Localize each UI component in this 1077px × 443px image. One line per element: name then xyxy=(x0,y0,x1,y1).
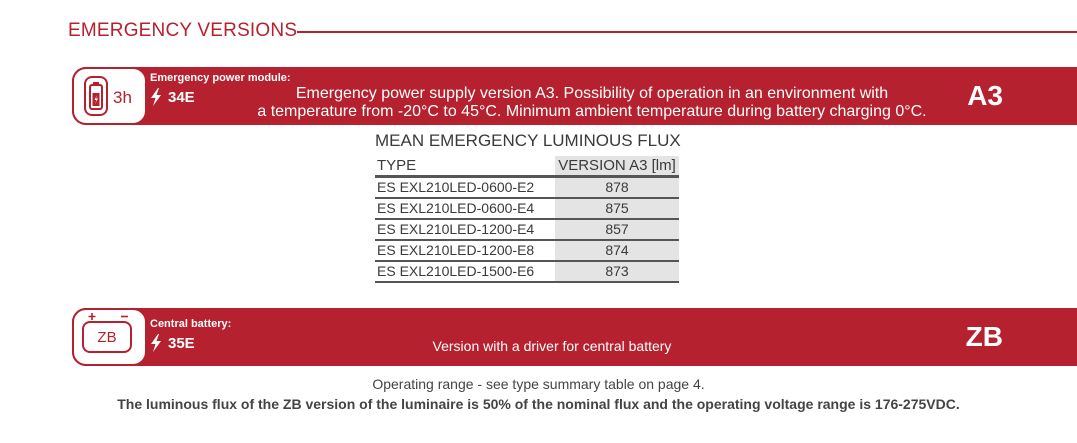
table-row xyxy=(375,261,679,282)
cell-value: 875 xyxy=(555,198,679,219)
lightning-icon xyxy=(150,88,162,106)
cell-value: 873 xyxy=(555,261,679,282)
description-line-1: Emergency power supply version A3. Possibility of operation in an environment with xyxy=(295,85,889,102)
battery-icon xyxy=(84,76,108,116)
banner-a3 xyxy=(72,67,1077,125)
code-group xyxy=(150,88,195,106)
version-code: A3 xyxy=(967,80,1003,111)
battery-terminals-icon xyxy=(84,312,134,322)
flux-table xyxy=(375,156,679,283)
description xyxy=(232,85,952,121)
table-header-row xyxy=(375,156,679,177)
lightning-icon xyxy=(150,334,162,352)
cell-type: ES EXL210LED-1500-E6 xyxy=(377,263,535,279)
cell-value: 857 xyxy=(555,219,679,240)
table-row xyxy=(375,219,679,240)
description-line-2: a temperature from -20°C to 45°C. Minimum ambient temperature during battery charging 0°C. xyxy=(257,103,927,120)
description: Version with a driver for central battery xyxy=(432,338,672,354)
hours-label: 3h xyxy=(113,88,132,107)
table-row xyxy=(375,177,679,199)
cell-type: ES EXL210LED-0600-E2 xyxy=(377,179,535,195)
cell-type: ES EXL210LED-1200-E8 xyxy=(377,242,535,258)
cell-type: ES EXL210LED-1200-E4 xyxy=(377,221,535,237)
small-heading: Central battery: xyxy=(150,318,232,330)
column-header-version: VERSION A3 [lm] xyxy=(555,156,679,177)
column-header-type: TYPE xyxy=(377,157,417,174)
code-label: 35E xyxy=(168,334,195,352)
cell-value: 878 xyxy=(555,177,679,199)
section-title: EMERGENCY VERSIONS xyxy=(68,20,298,41)
cell-type: ES EXL210LED-0600-E4 xyxy=(377,200,535,216)
section-rule xyxy=(297,31,1077,33)
banner-head xyxy=(72,308,147,366)
footer-note-1: Operating range - see type summary table on page 4. xyxy=(372,376,705,392)
table-row xyxy=(375,240,679,261)
central-battery-icon xyxy=(82,321,132,353)
flux-table-title: MEAN EMERGENCY LUMINOUS FLUX xyxy=(375,131,681,150)
code-group xyxy=(150,334,195,352)
small-heading: Emergency power module: xyxy=(150,72,291,84)
code-label: 34E xyxy=(168,88,195,106)
banner-head xyxy=(72,67,147,125)
banner-zb xyxy=(72,308,1077,366)
table-row xyxy=(375,198,679,219)
central-battery-label: ZB xyxy=(97,328,117,346)
footer-note-2: The luminous flux of the ZB version of the luminaire is 50% of the nominal flux and the operating voltage range is 176-275VDC. xyxy=(117,396,960,412)
version-code: ZB xyxy=(965,321,1003,352)
cell-value: 874 xyxy=(555,240,679,261)
